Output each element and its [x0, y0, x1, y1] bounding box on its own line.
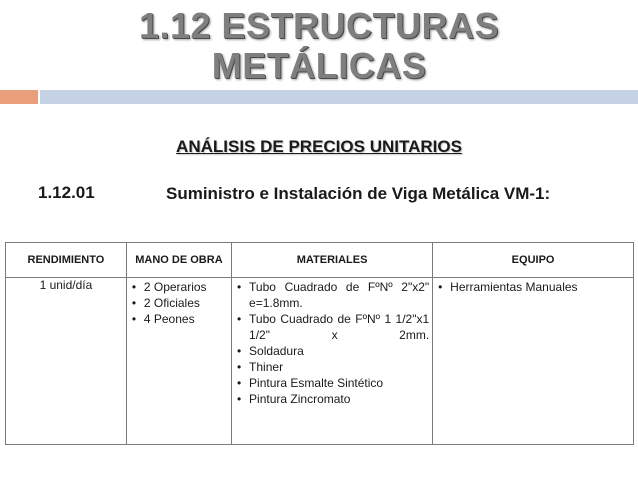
cell-mano-de-obra	[126, 278, 231, 445]
labor-list	[130, 279, 228, 327]
list-item: • Tubo Cuadrado de FºNº 2"x2" e=1.8mm.	[235, 279, 429, 311]
list-item: • Tubo Cuadrado de FºNº 1 1/2"x1 1/2" x 2mm.	[235, 311, 429, 343]
list-item: • Soldadura	[235, 343, 429, 359]
list-item: • Pintura Zincromato	[235, 391, 429, 407]
cell-materiales	[232, 278, 433, 445]
item-description: Suministro e Instalación de Viga Metálica VM-1:	[166, 184, 551, 203]
section-subtitle: ANÁLISIS DE PRECIOS UNITARIOS	[176, 137, 462, 156]
header-equipo: EQUIPO	[433, 243, 634, 278]
accent-bar-left	[0, 90, 38, 104]
slide-title	[0, 6, 638, 86]
header-materiales: MATERIALES	[232, 243, 433, 278]
table-header-row	[6, 243, 634, 278]
list-item: • Herramientas Manuales	[436, 279, 630, 295]
list-item: • 2 Operarios	[130, 279, 228, 295]
materials-list	[235, 279, 429, 407]
item-code: 1.12.01	[38, 183, 95, 202]
cell-rendimiento: 1 unid/día	[6, 278, 127, 445]
header-mano-de-obra: MANO DE OBRA	[126, 243, 231, 278]
table-row	[6, 278, 634, 445]
accent-bar-right	[40, 90, 638, 104]
list-item: • 4 Peones	[130, 311, 228, 327]
slide-title-line2: METÁLICAS	[211, 45, 427, 86]
unit-price-table	[5, 242, 634, 445]
slide-title-line1: 1.12 ESTRUCTURAS	[138, 5, 500, 46]
list-item: • 2 Oficiales	[130, 295, 228, 311]
header-rendimiento: RENDIMIENTO	[6, 243, 127, 278]
equipment-list	[436, 279, 630, 295]
cell-equipo	[433, 278, 634, 445]
list-item: • Thiner	[235, 359, 429, 375]
list-item: • Pintura Esmalte Sintético	[235, 375, 429, 391]
